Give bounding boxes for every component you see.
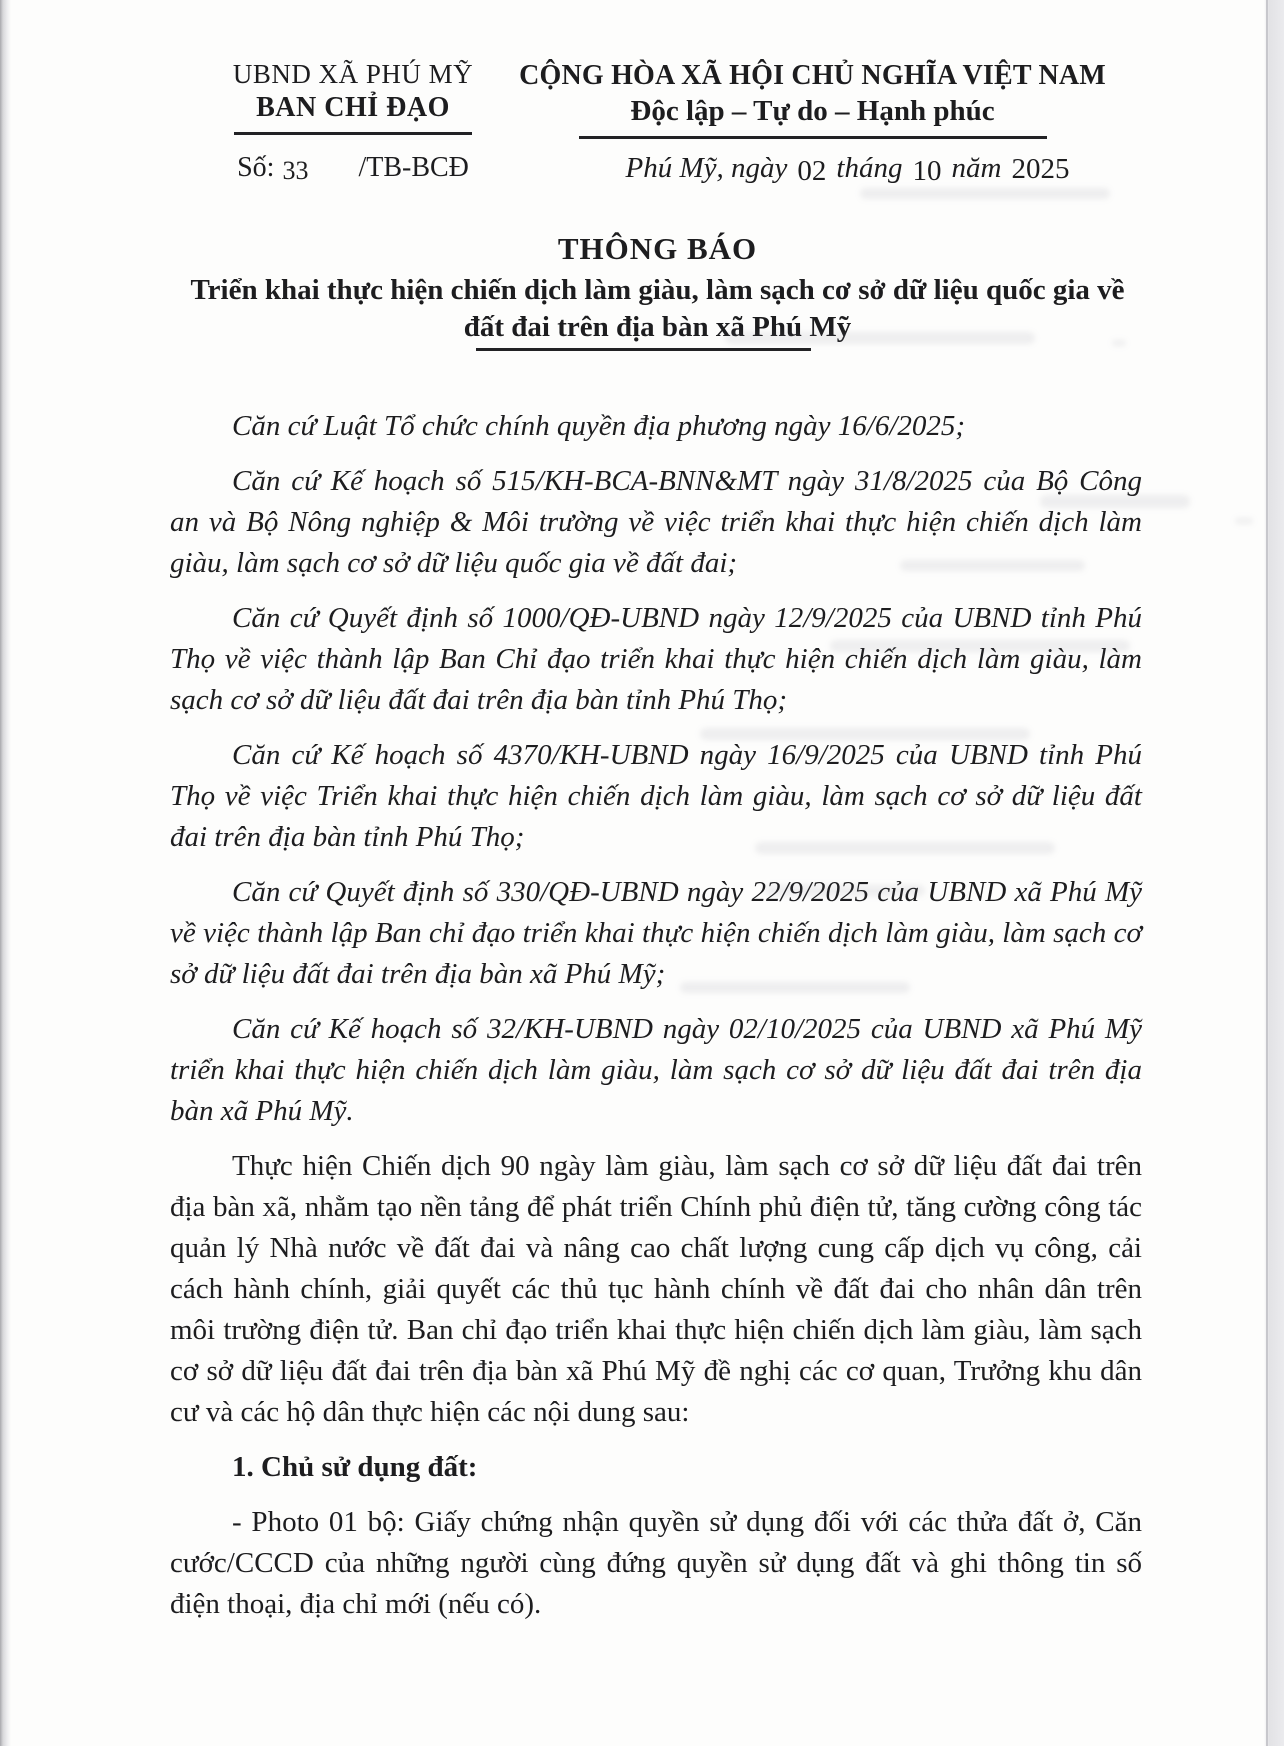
authority-parent-name: UBND XÃ PHÚ MỸ xyxy=(232,59,474,89)
legal-basis-paragraph: Căn cứ Kế hoạch số 32/KH-UBND ngày 02/10/2025 của UBND xã Phú Mỹ triển khai thực hiện chiến dịch làm giàu, làm sạch cơ sở dữ liệu đất đai trên địa bàn xã Phú Mỹ. xyxy=(170,1013,1142,1127)
national-title: CỘNG HÒA XÃ HỘI CHỦ NGHĨA VIỆT NAM xyxy=(519,60,1106,91)
legal-basis-paragraph: Căn cứ Quyết định số 1000/QĐ-UBND ngày 12/9/2025 của UBND tỉnh Phú Thọ về việc thành lập Ban Chỉ đạo triển khai thực hiện chiến dịch làm giàu, làm sạch cơ sở dữ liệu đất đai trên địa bàn tỉnh Phú Thọ; xyxy=(170,602,1142,716)
bleedthrough-mark xyxy=(680,982,910,993)
doc-number-suffix: /TB-BCĐ xyxy=(358,152,469,183)
doc-number-label: Số: xyxy=(237,152,275,183)
doc-number-value: 33 xyxy=(282,156,309,185)
bleedthrough-mark xyxy=(1040,495,1190,508)
legal-basis-paragraph: Căn cứ Luật Tổ chức chính quyền địa phương ngày 16/6/2025; xyxy=(232,410,966,442)
bleedthrough-mark xyxy=(765,885,925,896)
dateline-year: 2025 xyxy=(1011,153,1070,185)
bleedthrough-mark xyxy=(755,842,1055,854)
scan-edge-right xyxy=(1264,0,1284,1746)
dateline-month-label: tháng xyxy=(836,152,903,184)
dateline-year-label: năm xyxy=(951,152,1002,184)
document-number-line xyxy=(178,152,528,184)
bleedthrough-mark xyxy=(860,188,1110,199)
subtitle-line1: Triển khai thực hiện chiến dịch làm giàu, làm sạch cơ sở dữ liệu quốc gia về xyxy=(190,274,1125,306)
dateline-month: 10 xyxy=(912,155,942,187)
bleedthrough-mark xyxy=(700,728,1030,740)
bleedthrough-mark xyxy=(900,560,1085,571)
authority-underline xyxy=(234,132,472,135)
authority-name: BAN CHỈ ĐẠO xyxy=(256,92,450,123)
bleedthrough-mark xyxy=(725,332,1035,344)
legal-basis-paragraph: Căn cứ Quyết định số 330/QĐ-UBND ngày 22/9/2025 của UBND xã Phú Mỹ về việc thành lập Ban chỉ đạo triển khai thực hiện chiến dịch làm giàu, làm sạch cơ sở dữ liệu đất đai trên địa bàn xã Phú Mỹ; xyxy=(170,876,1142,990)
national-motto: Độc lập – Tự do – Hạnh phúc xyxy=(630,95,995,127)
body-paragraph: Thực hiện Chiến dịch 90 ngày làm giàu, làm sạch cơ sở dữ liệu đất đai trên địa bàn xã, nhằm tạo nền tảng để phát triển Chính phủ điện tử, tăng cường công tác quản lý Nhà nước về đất đai và nâng cao chất lượng cung cấp dịch vụ công, cải cách hành chính, giải quyết các thủ tục hành chính về đất đai cho nhân dân trên môi trường điện tử. Ban chỉ đạo triển khai thực hiện chiến dịch làm giàu, làm sạch cơ sở dữ liệu đất đai trên địa bàn xã Phú Mỹ đề nghị các cơ quan, Trưởng khu dân cư và các hộ dân thực hiện các nội dung sau: xyxy=(170,1150,1142,1428)
place-date-line xyxy=(490,152,1135,185)
document-title: THÔNG BÁO xyxy=(557,231,758,266)
section-1-item: - Photo 01 bộ: Giấy chứng nhận quyền sử dụng đối với các thửa đất ở, Căn cước/CCCD của những người cùng đứng quyền sử dụng đất và ghi thông tin số điện thoại, địa chỉ mới (nếu có). xyxy=(170,1506,1142,1620)
document-body xyxy=(170,406,1142,1639)
motto-underline xyxy=(579,136,1047,139)
dateline-place-prefix: Phú Mỹ, ngày xyxy=(625,152,788,184)
bleedthrough-mark xyxy=(1235,518,1253,524)
bleedthrough-mark xyxy=(1112,340,1126,346)
legal-basis-paragraph: Căn cứ Kế hoạch số 515/KH-BCA-BNN&MT ngày 31/8/2025 của Bộ Công an và Bộ Nông nghiệp & Môi trường về việc triển khai thực hiện chiến dịch làm giàu, làm sạch cơ sở dữ liệu quốc gia về đất đai; xyxy=(170,465,1142,579)
national-header-block xyxy=(490,60,1135,185)
scan-edge-left xyxy=(0,0,11,1746)
legal-basis-paragraph: Căn cứ Kế hoạch số 4370/KH-UBND ngày 16/9/2025 của UBND tỉnh Phú Thọ về việc Triển khai thực hiện chiến dịch làm giàu, làm sạch cơ sở dữ liệu đất đai trên địa bàn tỉnh Phú Thọ; xyxy=(170,739,1142,853)
subtitle-line2: đất đai trên địa bàn xã Phú Mỹ xyxy=(463,311,852,343)
dateline-day: 02 xyxy=(797,155,827,187)
issuing-authority-block xyxy=(178,58,528,184)
section-1-heading: 1. Chủ sử dụng đất: xyxy=(232,1451,478,1483)
subtitle-underline xyxy=(476,348,811,351)
bleedthrough-mark xyxy=(830,640,1130,652)
